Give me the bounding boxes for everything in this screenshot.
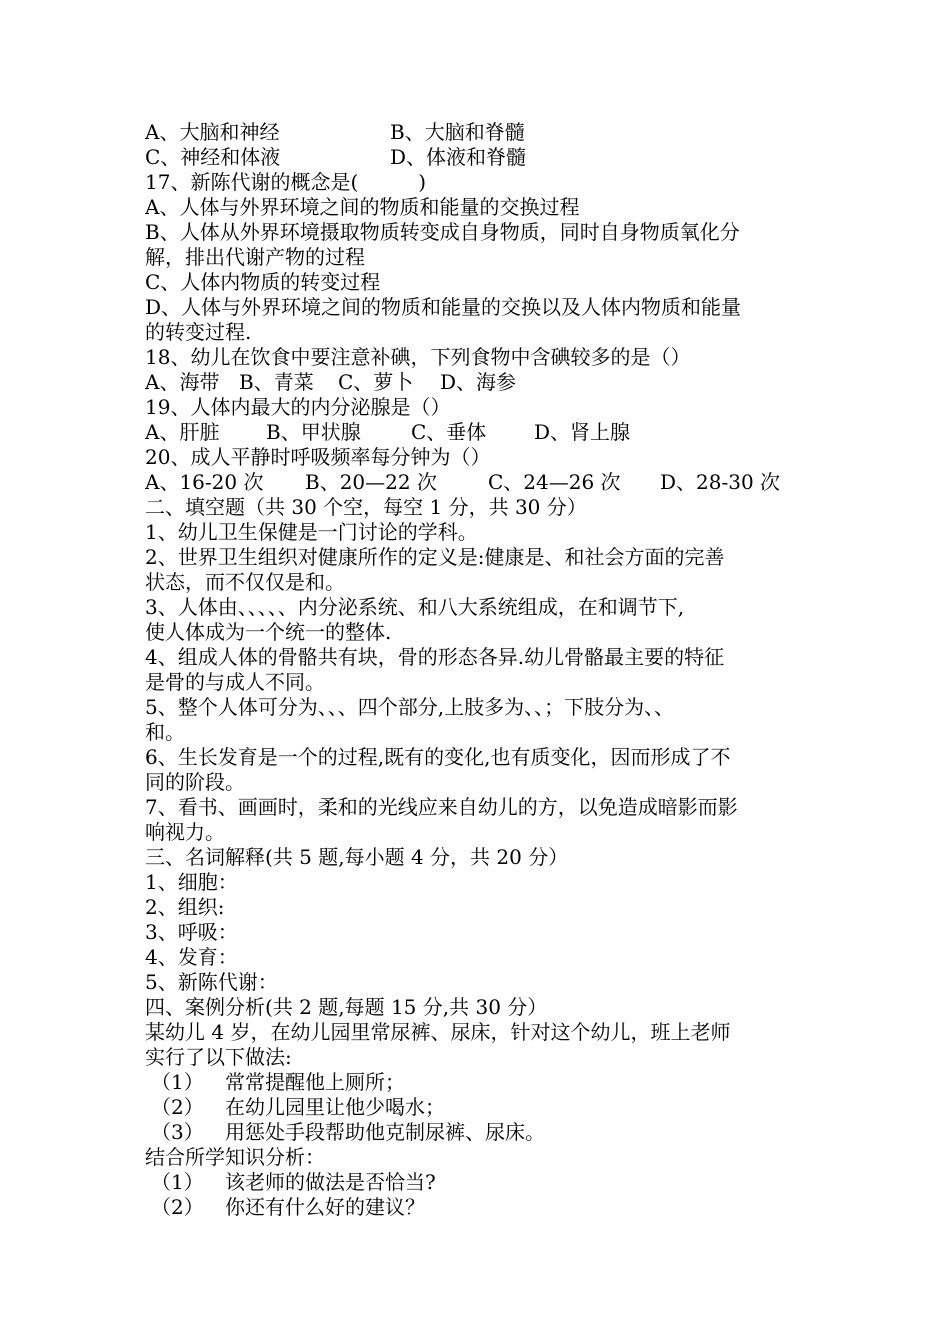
question-text: 你还有什么好的建议？ [225, 1195, 425, 1219]
question-number: （2） [151, 1195, 204, 1219]
practice-item [145, 1070, 815, 1095]
term-item: 1、细胞： [145, 870, 238, 894]
practice-text: 在幼儿园里让他少喝水； [225, 1095, 445, 1119]
q16-options-row-2 [145, 145, 815, 170]
q18-stem: 18、幼儿在饮食中要注意补碘，下列食物中含碘较多的是（） [145, 345, 691, 369]
q17-option-c: C、人体内物质的转变过程 [145, 270, 381, 294]
practice-number: （2） [151, 1095, 204, 1119]
q18-options [145, 370, 815, 395]
case-description-line-2: 实行了以下做法: [145, 1045, 292, 1069]
q20-options [145, 470, 815, 495]
fill-blank-line: 5、整个人体可分为、、、四个部分,上肢多为、、；下肢分为、、 [145, 695, 675, 719]
case-description-line-1: 某幼儿 4 岁，在幼儿园里常尿裤、尿床，针对这个幼儿，班上老师 [145, 1020, 731, 1044]
q20-option-b: B、20—22 次 [305, 470, 437, 494]
practice-text: 常常提醒他上厕所； [225, 1070, 405, 1094]
practice-number: （3） [151, 1120, 204, 1144]
question-text: 该老师的做法是否恰当? [225, 1170, 436, 1194]
term-item: 2、组织: [145, 895, 225, 919]
fill-blank-line: 2、世界卫生组织对健康所作的定义是:健康是、和社会方面的完善 [145, 545, 725, 569]
term-item: 5、新陈代谢： [145, 970, 278, 994]
fill-blank-line: 3、人体由、、、、、内分泌系统、和八大系统组成，在和调节下, [145, 595, 685, 619]
fill-blank-line: 响视力。 [145, 820, 225, 844]
section-2-heading: 二、填空题（共 30 个空，每空 1 分，共 30 分） [145, 495, 587, 519]
fill-blank-line: 是骨的与成人不同。 [145, 670, 325, 694]
q20-option-a: A、16-20 次 [145, 470, 264, 494]
fill-blank-line: 4、组成人体的骨骼共有块，骨的形态各异.幼儿骨骼最主要的特征 [145, 645, 725, 669]
q18-option-d: D、海参 [440, 370, 517, 394]
question-number: （1） [151, 1170, 204, 1194]
q20-option-c: C、24—26 次 [488, 470, 621, 494]
q17-option-d-line-1: D、人体与外界环境之间的物质和能量的交换以及人体内物质和能量 [145, 295, 742, 319]
q16-option-a: A、大脑和神经 [145, 120, 280, 144]
practice-number: （1） [151, 1070, 204, 1094]
q19-option-a: A、肝脏 [145, 420, 220, 444]
practice-item [145, 1120, 815, 1145]
fill-blank-line: 和。 [145, 720, 185, 744]
q19-option-c: C、垂体 [411, 420, 487, 444]
q19-options [145, 420, 815, 445]
q16-options-row-1 [145, 120, 815, 145]
fill-blank-line: 状态，而不仅仅是和。 [145, 570, 345, 594]
term-item: 4、发育： [145, 945, 238, 969]
analysis-question [145, 1195, 815, 1220]
q18-option-a: A、海带 [145, 370, 220, 394]
analysis-question [145, 1170, 815, 1195]
q19-option-b: B、甲状腺 [266, 420, 361, 444]
practice-item [145, 1095, 815, 1120]
q17-option-a: A、人体与外界环境之间的物质和能量的交换过程 [145, 195, 580, 219]
analysis-label: 结合所学知识分析： [145, 1145, 325, 1169]
section-3-heading: 三、名词解释(共 5 题,每小题 4 分，共 20 分） [145, 845, 569, 869]
q16-option-d: D、体液和脊髓 [390, 145, 527, 169]
q17-stem: 17、新陈代谢的概念是( ) [145, 170, 427, 194]
q17-option-d-line-2: 的转变过程. [145, 320, 252, 344]
section-4-heading: 四、案例分析(共 2 题,每题 15 分,共 30 分） [145, 995, 548, 1019]
q20-option-d: D、28-30 次 [660, 470, 781, 494]
term-item: 3、呼吸： [145, 920, 238, 944]
q16-option-b: B、大脑和脊髓 [390, 120, 525, 144]
fill-blank-line: 1、幼儿卫生保健是一门讨论的学科。 [145, 520, 478, 544]
fill-blank-line: 7、看书、画画时，柔和的光线应来自幼儿的方，以免造成暗影而影 [145, 795, 738, 819]
q19-stem: 19、人体内最大的内分泌腺是（） [145, 395, 451, 419]
q16-option-c: C、神经和体液 [145, 145, 281, 169]
q17-option-b-line-1: B、人体从外界环境摄取物质转变成自身物质，同时自身物质氧化分 [145, 220, 740, 244]
q19-option-d: D、肾上腺 [534, 420, 631, 444]
q18-option-b: B、青菜 [239, 370, 314, 394]
fill-blank-line: 同的阶段。 [145, 770, 245, 794]
practice-text: 用惩处手段帮助他克制尿裤、尿床。 [225, 1120, 545, 1144]
q17-option-b-line-2: 解，排出代谢产物的过程 [145, 245, 365, 269]
q20-stem: 20、成人平静时呼吸频率每分钟为（） [145, 445, 491, 469]
exam-content [145, 120, 815, 1220]
q18-option-c: C、萝卜 [338, 370, 414, 394]
fill-blank-line: 6、生长发育是一个的过程,既有的变化,也有质变化，因而形成了不 [145, 745, 731, 769]
fill-blank-line: 使人体成为一个统一的整体. [145, 620, 392, 644]
